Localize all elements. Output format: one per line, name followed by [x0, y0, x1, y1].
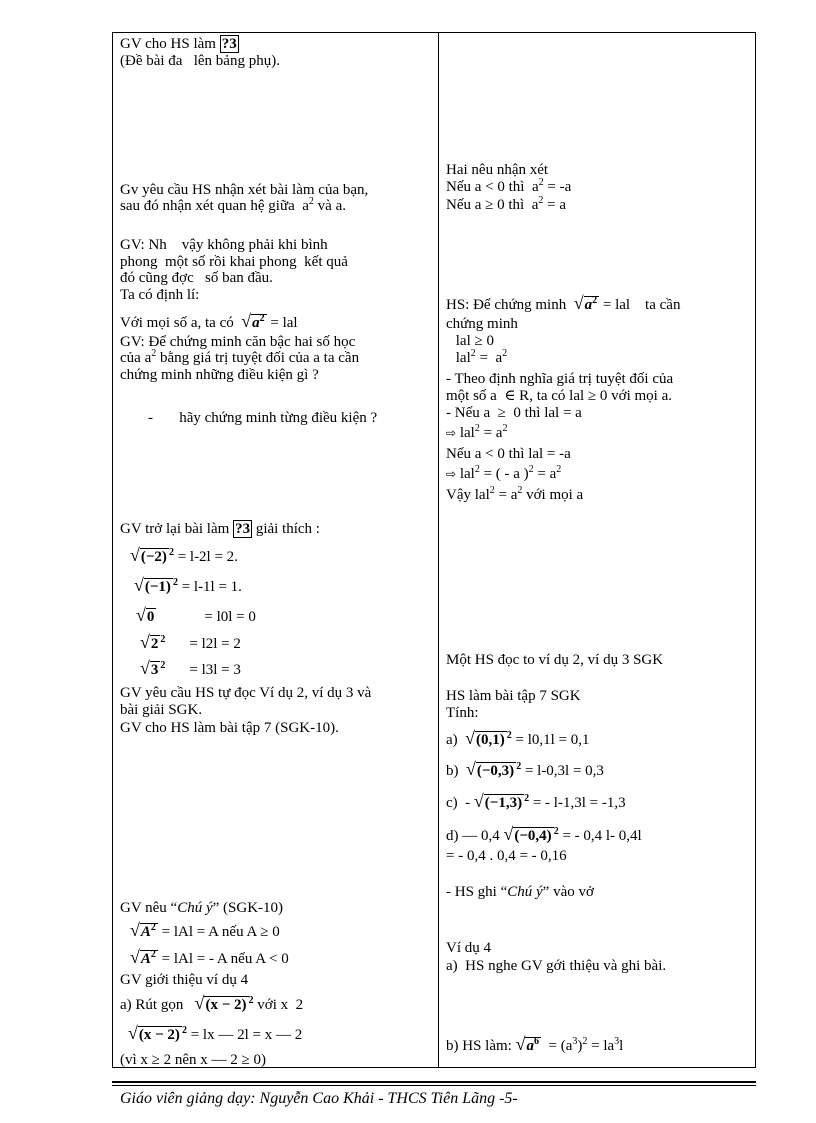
right-line-18: - HS ghi “Chú ý” vào vở	[446, 884, 594, 900]
right-line-20: a) HS nghe GV gới thiệu và ghi bài.	[446, 958, 667, 974]
example-5: √3 $^2$ = l3l = 3	[140, 658, 241, 678]
question-box: ?3	[221, 36, 237, 52]
left-line-16: bài giải SGK.	[120, 702, 203, 718]
note-2: $√A^2$ = lAl = - A nếu A < 0	[130, 947, 289, 967]
left-line-12: chứng minh những điều kiện gì ?	[120, 367, 319, 383]
page-footer: Giáo viên giảng dạy: Nguyễn Cao Khải - THCS Tiên Lãng -5-	[120, 1090, 518, 1107]
right-line-10: - Nếu a ≥ 0 thì lal = a	[446, 405, 582, 421]
example-1: √(−2) $^2$ = l-2l = 2.	[130, 545, 238, 565]
left-line-13: - hãy chứng minh từng điều kiện ?	[148, 410, 378, 426]
example-4: √2 $^2$ = l2l = 2	[140, 632, 241, 652]
left-line-8: Ta có định lí:	[120, 287, 200, 303]
right-line-13: ⇨ lal$^2$ = ( - a )$^2 = a^2$	[446, 464, 562, 482]
right-line-7: $lal^2 = a^2$	[452, 348, 508, 366]
right-line-17: Tính:	[446, 705, 479, 721]
left-line-2: (Đề bài đa lên bảng phụ).	[120, 53, 280, 69]
right-line-2: Nếu a < 0 thì $a^2 = -a$	[446, 177, 572, 195]
footer-rule-thin	[112, 1085, 756, 1086]
right-line-12: Nếu a < 0 thì lal = -a	[446, 446, 571, 462]
left-line-10: GV: Để chứng minh căn bậc hai số học	[120, 334, 356, 350]
left-line-6: phong một số rồi khai phong kết quả	[120, 254, 348, 270]
exercise-d-line-2: = - 0,4 . 0,4 = - 0,16	[446, 848, 567, 864]
note-1: $√A^2$ = lAl = A nếu A ≥ 0	[130, 920, 280, 940]
exercise-c: c) - √(−1,3) $^2$ = - l-1,3l = -1,3	[446, 791, 626, 811]
column-divider	[438, 32, 439, 1068]
left-line-1: GV cho HS làm ?3	[120, 36, 237, 52]
right-line-16: HS làm bài tập 7 SGK	[446, 688, 581, 704]
left-line-15: GV yêu cầu HS tự đọc Ví dụ 2, ví dụ 3 và	[120, 685, 372, 701]
left-line-18: GV nêu “Chú ý” (SGK-10)	[120, 900, 284, 916]
right-line-3: Nếu a ≥ 0 thì $a^2 = a$	[446, 195, 566, 213]
right-line-5: chứng minh	[446, 316, 518, 332]
left-line-14: GV trở lại bài làm ?3 giải thích :	[120, 521, 320, 537]
right-line-11: ⇨ $lal^2 = a^2$	[446, 423, 508, 441]
left-line-4: sau đó nhận xét quan hệ giữa $a^2$ và a.	[120, 196, 346, 214]
arrow-icon: ⇨	[446, 467, 457, 481]
left-line-9: Với mọi số a, ta có $√a^2$ = lal	[120, 311, 298, 331]
right-line-8: - Theo định nghĩa giá trị tuyệt đối của	[446, 371, 674, 387]
exercise-a: a) √(0,1) $^2$ = l0,1l = 0,1	[446, 728, 590, 748]
right-line-14: Vậy $lal^2 = a^2$ với mọi a	[446, 485, 584, 503]
left-line-17: GV cho HS làm bài tập 7 (SGK-10).	[120, 720, 339, 736]
left-line-21: √(x − 2) $^2$ = lx — 2l = x — 2	[128, 1023, 303, 1043]
left-line-7: đó cũng đợc số ban đầu.	[120, 270, 273, 286]
left-line-5: GV: Nh vậy không phải khi bình	[120, 237, 328, 253]
exercise-b: b) √(−0,3) $^2$ = l-0,3l = 0,3	[446, 759, 604, 779]
right-line-15: Một HS đọc to ví dụ 2, ví dụ 3 SGK	[446, 652, 664, 668]
right-line-6: lal ≥ 0	[452, 333, 494, 349]
left-line-3: Gv yêu cầu HS nhận xét bài làm của bạn,	[120, 182, 369, 198]
sqrt-a2: $√a^2$	[241, 311, 265, 331]
left-line-22: (vì x ≥ 2 nên x — 2 ≥ 0)	[120, 1052, 267, 1068]
right-line-9: một số a ∈ R, ta có lal ≥ 0 với mọi a.	[446, 388, 672, 404]
example-2: √(−1) $^2$ = l-1l = 1.	[134, 575, 242, 595]
example-3: √0 = l0l = 0	[136, 605, 256, 625]
right-line-1: Hai nêu nhận xét	[446, 162, 549, 178]
right-line-19: Ví dụ 4	[446, 940, 491, 956]
right-line-21: b) HS làm: $√a^6 = (a^3)^2 = la^3l$	[446, 1034, 624, 1054]
left-line-19: GV giới thiệu ví dụ 4	[120, 972, 249, 988]
left-line-20: a) Rút gọn √(x − 2) $^2$ với x 2	[120, 993, 304, 1013]
right-line-4: HS: Để chứng minh $√a^2$ = lal ta cần	[446, 293, 681, 313]
left-line-11: của $a^2$ bằng giá trị tuyệt đối của a ta cần	[120, 348, 360, 366]
exercise-d: d) — 0,4 √(−0,4) $^2$ = - 0,4 l- 0,4l	[446, 824, 642, 844]
footer-rule	[112, 1081, 756, 1083]
arrow-icon: ⇨	[446, 426, 457, 440]
